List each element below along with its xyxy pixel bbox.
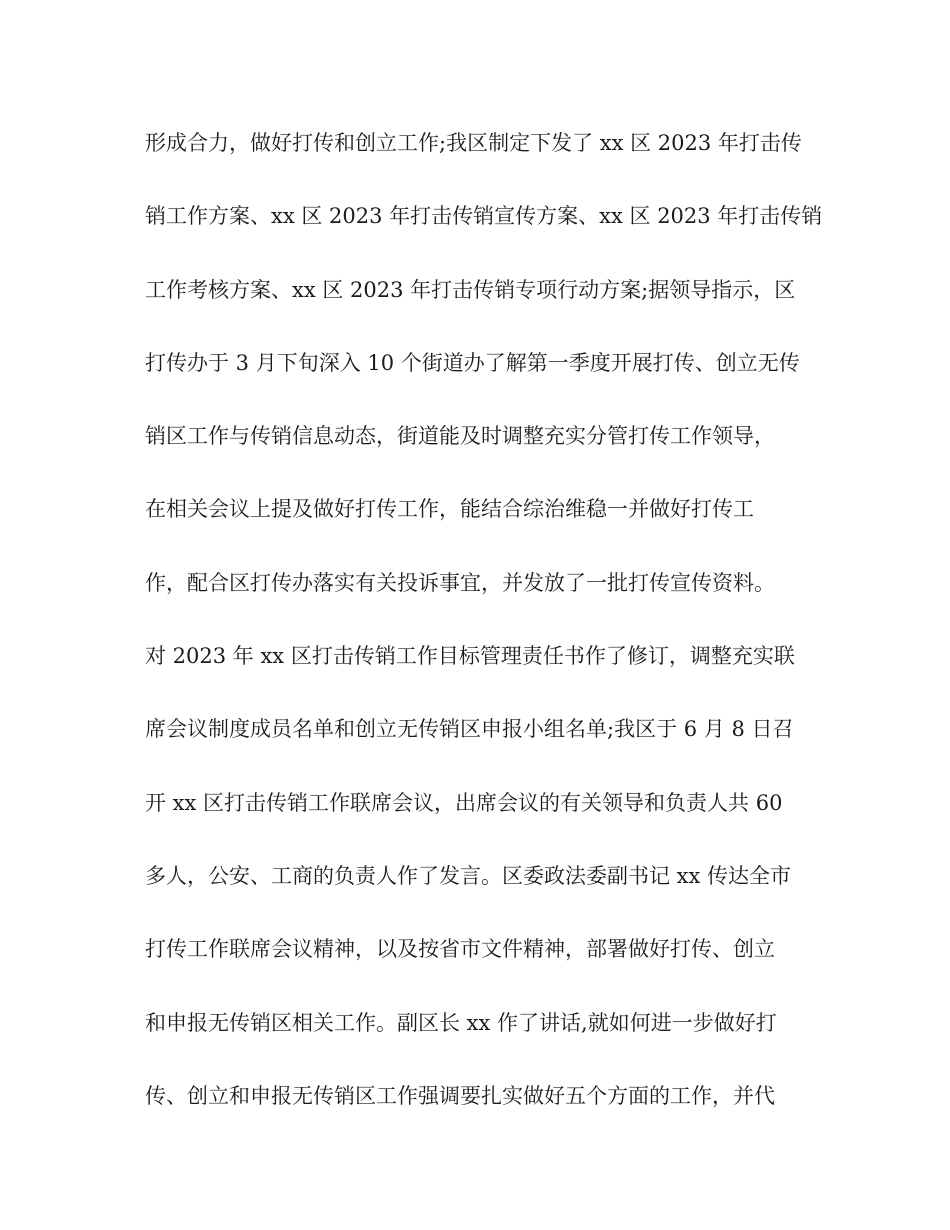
text-line: 开 xx 区打击传销工作联席会议，出席会议的有关领导和负责人共 60 (145, 790, 783, 815)
text-line: 作，配合区打传办落实有关投诉事宜，并发放了一批打传宣传资料。 (145, 570, 775, 595)
body-text (145, 120, 823, 1146)
text-line: 多人，公安、工商的负责人作了发言。区委政法委副书记 xx 传达全市 (145, 863, 792, 888)
text-line: 工作考核方案、xx 区 2023 年打击传销专项行动方案;据领导指示，区 (145, 277, 796, 302)
text-line: 席会议制度成员名单和创立无传销区申报小组名单;我区于 6 月 8 日召 (145, 717, 794, 742)
text-line: 对 2023 年 xx 区打击传销工作目标管理责任书作了修订，调整充实联 (145, 644, 795, 669)
text-line: 打传办于 3 月下旬深入 10 个街道办了解第一季度开展打传、创立无传 (145, 350, 800, 375)
text-line: 和申报无传销区相关工作。副区长 xx 作了讲话,就如何进一步做好打 (145, 1010, 777, 1035)
text-line: 销区工作与传销信息动态，街道能及时调整充实分管打传工作领导， (145, 424, 775, 449)
text-line: 传、创立和申报无传销区工作强调要扎实做好五个方面的工作，并代 (145, 1083, 775, 1108)
text-line: 形成合力，做好打传和创立工作;我区制定下发了 xx 区 2023 年打击传 (145, 131, 802, 155)
text-line: 销工作方案、xx 区 2023 年打击传销宣传方案、xx 区 2023 年打击传销 (145, 204, 823, 229)
text-line: 打传工作联席会议精神，以及按省市文件精神，部署做好打传、创立 (145, 937, 775, 962)
text-line: 在相关会议上提及做好打传工作，能结合综治维稳一并做好打传工 (145, 497, 754, 522)
